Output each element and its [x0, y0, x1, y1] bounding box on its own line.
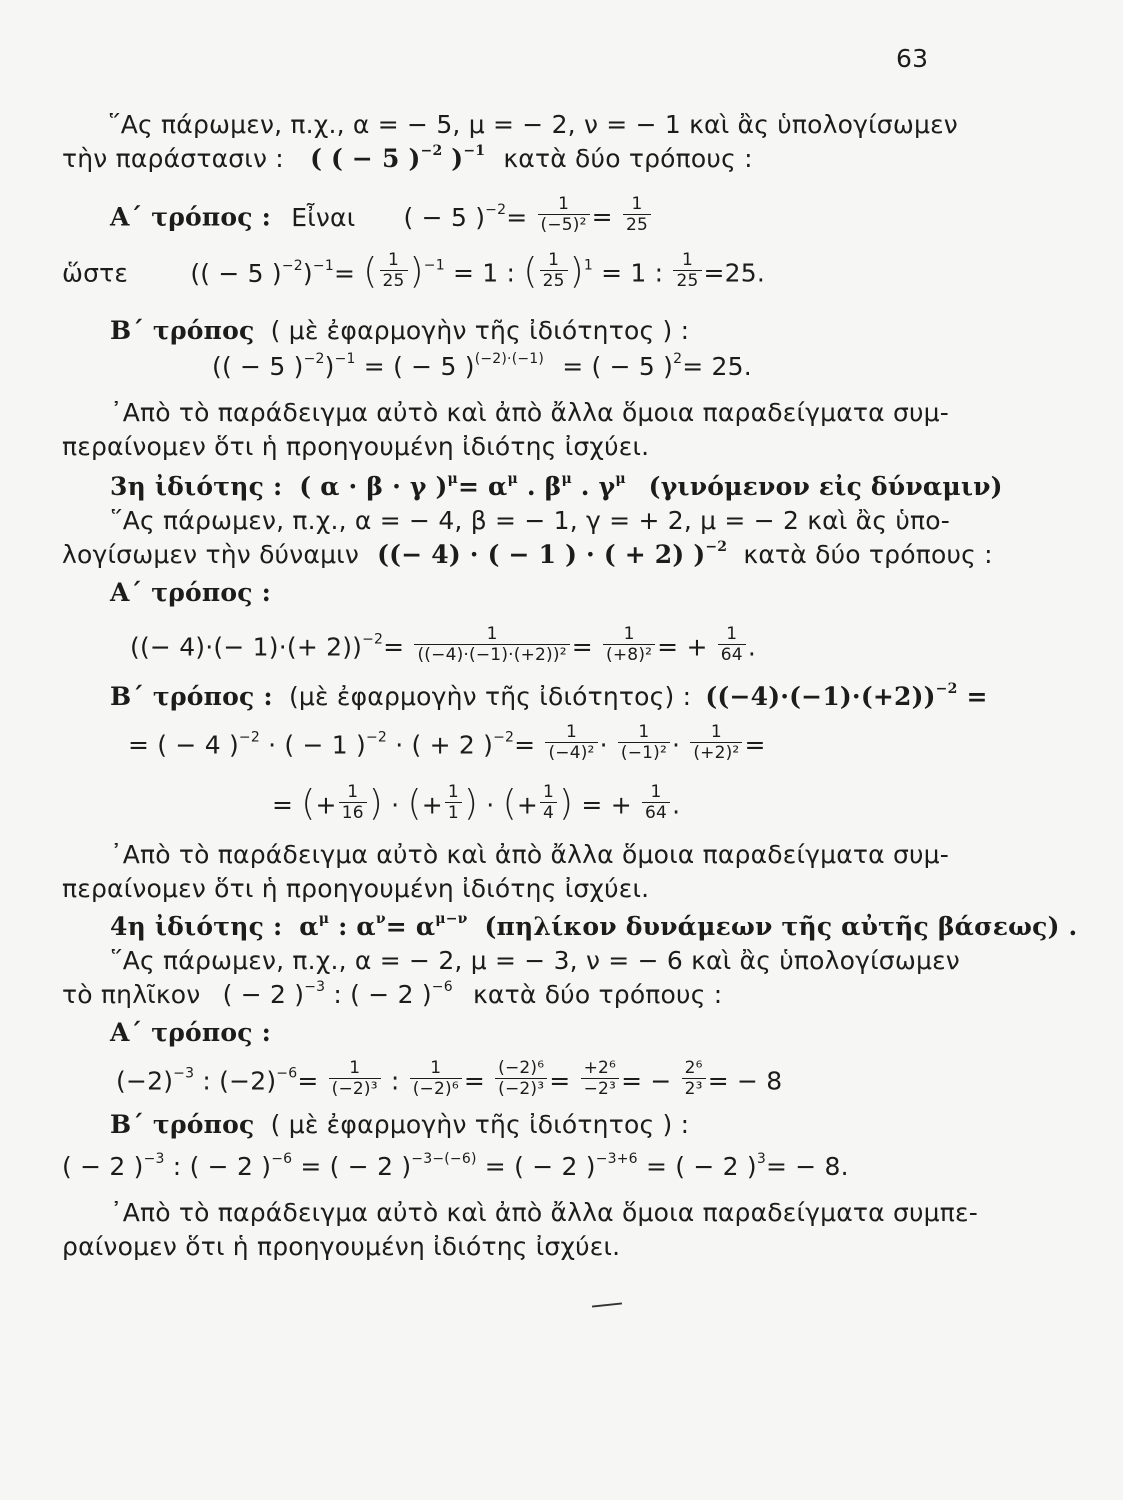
text-line: ᾿Απὸ τὸ παράδειγμα αὐτὸ καὶ ἀπὸ ἄλλα ὅμοια παραδείγματα συμ- [110, 840, 950, 869]
method-label: Β΄ τρόπος [110, 1110, 255, 1139]
text-line: ραίνομεν ὅτι ἡ προηγουμένη ἰδιότης ἰσχύει. [62, 1232, 621, 1261]
text-line: τὸ πηλῖκον ( − 2 )$^{-3}$ : ( − 2 )$^{-6}$ κατὰ δύο τρόπους : [62, 979, 723, 1009]
text: τὴν παράστασιν : [62, 144, 284, 173]
math-line: ( − 2 )$^{-3}$ : ( − 2 )$^{-6}$ = ( − 2 )$^{-3-(-6)}$ = ( − 2 )$^{-3+6}$ = ( − 2 )$^3$= − 8. [62, 1151, 849, 1181]
text: Εἶναι [291, 202, 356, 232]
fraction: $\frac{1}{25}$ [380, 250, 408, 291]
text: = 1 : [601, 258, 664, 288]
fraction: $\frac{1}{4}$ [540, 782, 557, 823]
property-heading: 3η ἰδιότης : ( α · β · γ )$^\mu= \alpha^\mu$ . $\beta^\mu$ . $\gamma^\mu$ (γινόμενον εἰς δύναμιν) [110, 471, 1003, 501]
fraction: $\frac{1}{\text{(+2)²}}$ [690, 722, 742, 763]
text-line: ᾿Απὸ τὸ παράδειγμα αὐτὸ καὶ ἀπὸ ἄλλα ὅμοια παραδείγματα συμπε- [110, 1198, 978, 1227]
text-line [110, 316, 689, 346]
fraction: $\frac{1}{\text{(−5)²}}$ [538, 194, 590, 235]
text-line: λογίσωμεν τὴν δύναμιν ((− 4) · ( − 1 ) · ( + 2) )$^{-2}$ κατὰ δύο τρόπους : [62, 539, 993, 569]
property-heading: 4η ἰδιότης : $\alpha^\mu$ : $\alpha^\nu= \alpha^{\mu-\nu}$ (πηλίκον δυνάμεων τῆς αὐτῆς βάσεως) . [110, 911, 1078, 941]
expression: ( − 2 )$^{-3}$ : ( − 2 )$^{-6}$ [222, 979, 453, 1009]
math-line: (( − 5 )$^{-2}$)$^{-1}$ = ( − 5 )$^{(-2)\cdot(-1)}$ = ( − 5 )$^2$= 25. [212, 351, 752, 381]
method-label: Α΄ τρόπος : [110, 1018, 272, 1047]
expression: (( − 5 )$^{-2}$)$^{-1}$= [190, 257, 356, 288]
text: = 1 : [453, 258, 516, 288]
expression: ( ( − 5 )$^{-2}$ )$^{-1}$ [310, 143, 486, 173]
fraction: $\frac{1}{1}$ [445, 782, 462, 823]
math-line: Α΄ τρόπος : Εἶναι ( − 5 )$^{-2}$= $\frac{1}{\text{(−5)²}}$ = $\frac{1}{25}$ [110, 198, 653, 239]
math-line: $(-2)^{-3}$ : $(-2)^{-6}=$ $\frac{1}{\text{(−2)³}}$ : $\frac{1}{\text{(−2)⁶}}$ = $\frac{\text{(−2)⁶}}{\text{(−2)³}}$ = $\frac{\text{+2⁶}}{\text{−2³}}$ = − $\frac{\text{2⁶}}{\text{2³}}$ = − 8 [116, 1058, 783, 1099]
method-label: Α΄ τρόπος : [110, 578, 272, 607]
end-dash [592, 1302, 622, 1307]
text-line: περαίνομεν ὅτι ἡ προηγουμένη ἰδιότης ἰσχύει. [62, 432, 650, 461]
text-line: ῞Ας πάρωμεν, π.χ., α = − 2, μ = − 3, ν = − 6 καὶ ἂς ὑπολογίσωμεν [110, 946, 960, 975]
fraction: $\frac{1}{16}$ [339, 782, 367, 823]
fraction: $\frac{1}{64}$ [718, 624, 746, 665]
page-number: 63 [896, 44, 929, 73]
math-line: ὥστε (( − 5 )$^{-2}$)$^{-1}$= ( $\frac{1}{25}$ )$^{-1}$ = 1 : ( $\frac{1}{25}$ )$^1$ = 1 : $\frac{1}{25}$ =25. [62, 250, 766, 292]
fraction: $\frac{1}{25}$ [673, 250, 701, 291]
expression: ((− 4) · ( − 1 ) · ( + 2) )$^{-2}$ [377, 539, 728, 569]
fraction: $\frac{1}{\text{(−1)²}}$ [618, 722, 670, 763]
fraction: $\frac{1}{\text{(−4)²}}$ [545, 722, 597, 763]
fraction: $\frac{1}{64}$ [642, 782, 670, 823]
fraction: $\frac{1}{\text{(+8)²}}$ [603, 624, 655, 665]
text-line: ῞Ας πάρωμεν, π.χ., α = − 4, β = − 1, γ = + 2, μ = − 2 καὶ ἂς ὑπο- [110, 506, 950, 535]
text-line: Β΄ τρόπος ( μὲ ἐφαρμογὴν τῆς ἰδιότητος ) : [110, 1110, 690, 1139]
fraction: $\frac{\text{(−2)⁶}}{\text{(−2)³}}$ [495, 1058, 547, 1099]
text-line: ῞Ας πάρωμεν, π.χ., α = − 5, μ = − 2, ν = − 1 καὶ ἂς ὑπολογίσωμεν [108, 110, 958, 139]
method-label: Β΄ τρόπος [110, 316, 255, 345]
fraction: $\frac{1}{\text{(−2)³}}$ [329, 1058, 381, 1099]
fraction: $\frac{1}{25}$ [623, 194, 651, 235]
fraction: $\frac{\text{2⁶}}{\text{2³}}$ [682, 1058, 706, 1099]
math-line: ((− 4)·(− 1)·(+ 2))$^{-2}$= $\frac{1}{\text{((−4)·(−1)·(+2))²}}$ = $\frac{1}{\text{(+8)²}}$ = + $\frac{1}{64}$ . [130, 624, 756, 665]
expression: ( − 5 )$^{-2}$= [403, 201, 528, 232]
text: ὥστε [62, 258, 129, 288]
fraction: $\frac{1}{\text{(−2)⁶}}$ [410, 1058, 462, 1099]
text-line: ᾿Απὸ τὸ παράδειγμα αὐτὸ καὶ ἀπὸ ἄλλα ὅμοια παραδείγματα συμ- [110, 398, 950, 427]
math-line: = (+ $\frac{1}{16}$ ) · (+ $\frac{1}{1}$ ) · (+ $\frac{1}{4}$ ) = + $\frac{1}{64}$ . [272, 782, 681, 824]
math-line: = ( − 4 )$^{-2}$ · ( − 1 )$^{-2}$ · ( + 2 )$^{-2}$= $\frac{1}{\text{(−4)²}}$ · $\frac{1}{\text{(−1)²}}$ · $\frac{1}{\text{(+2)²}}$ = [128, 722, 766, 763]
text: ( μὲ ἐφαρμογὴν τῆς ἰδιότητος ) : [270, 316, 690, 345]
math-line: Β΄ τρόπος : (μὲ ἐφαρμογὴν τῆς ἰδιότητος) : $((-4)\cdot(-1)\cdot(+2))^{-2}$ = [110, 681, 988, 711]
fraction: $\frac{1}{25}$ [540, 250, 568, 291]
text-line: περαίνομεν ὅτι ἡ προηγουμένη ἰδιότης ἰσχύει. [62, 874, 650, 903]
method-label: Α΄ τρόπος : [110, 202, 272, 232]
fraction: $\frac{\text{+2⁶}}{\text{−2³}}$ [581, 1058, 619, 1099]
text-line [62, 144, 753, 174]
text: κατὰ δύο τρόπους : [503, 144, 753, 173]
method-label: Β΄ τρόπος : [110, 682, 273, 711]
fraction: $\frac{1}{\text{((−4)·(−1)·(+2))²}}$ [414, 624, 569, 665]
